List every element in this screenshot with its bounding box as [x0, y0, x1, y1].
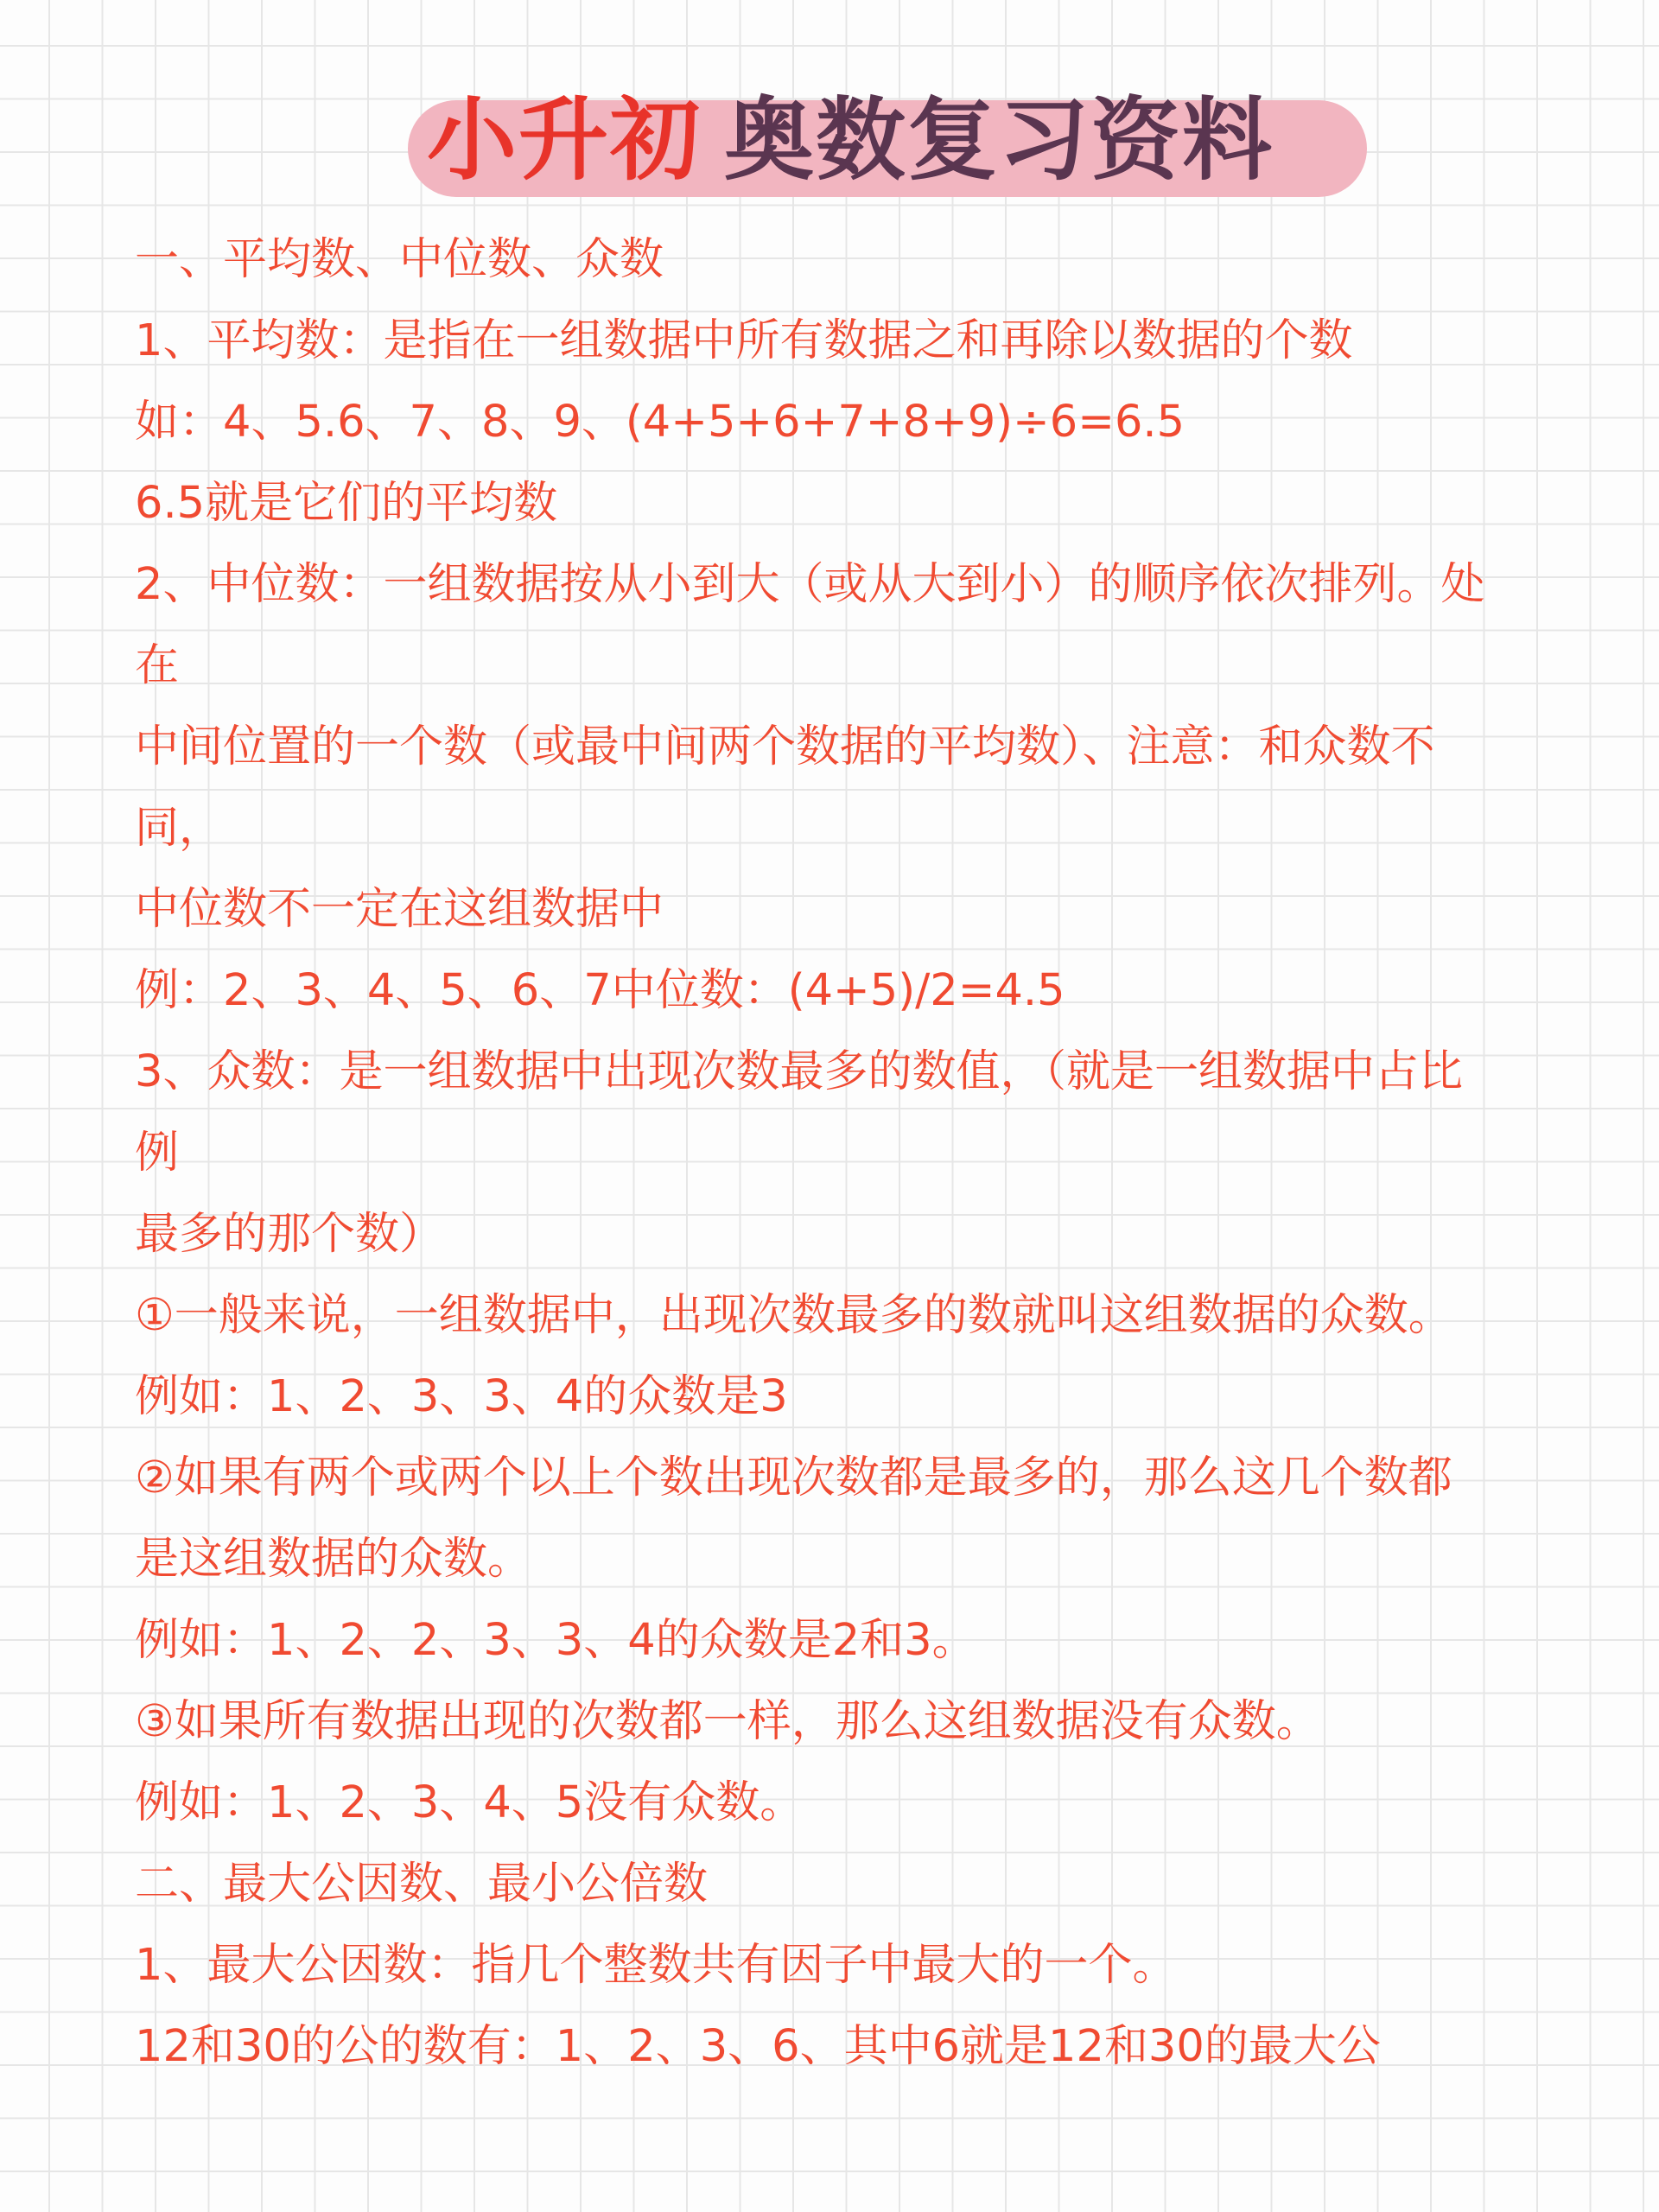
text-line: 例 [135, 1128, 180, 1179]
text-line: 例如：1、2、3、4、5没有众数。 [135, 1777, 804, 1828]
notes-body [135, 219, 1552, 2088]
title-part-2: 奥数复习资料 [724, 87, 1274, 193]
text-line: 同， [135, 803, 224, 854]
text-line: 如：4、5.6、7、8、9、(4+5+6+7+8+9)÷6=6.5 [135, 397, 1185, 448]
text-line: 例如：1、2、3、3、4的众数是3 [135, 1371, 788, 1422]
section-heading-2: 二、最大公因数、最小公倍数 [135, 1859, 709, 1910]
text-line: 1、平均数：是指在一组数据中所有数据之和再除以数据的个数 [135, 315, 1353, 366]
text-line: 例如：1、2、2、3、3、4的众数是2和3。 [135, 1615, 976, 1666]
section-heading-1: 一、平均数、中位数、众数 [135, 234, 664, 285]
text-line: 中间位置的一个数（或最中间两个数据的平均数）、注意：和众数不 [135, 721, 1435, 772]
title-part-1: 小升初 [427, 87, 702, 193]
text-line: 是这组数据的众数。 [135, 1534, 532, 1585]
text-line: 1、最大公因数：指几个整数共有因子中最大的一个。 [135, 1940, 1177, 1991]
text-line: ②如果有两个或两个以上个数出现次数都是最多的，那么这几个数都 [135, 1452, 1452, 1503]
text-line: ①一般来说，一组数据中，出现次数最多的数就叫这组数据的众数。 [135, 1290, 1452, 1341]
text-line: 3、众数：是一组数据中出现次数最多的数值，（就是一组数据中占比 [135, 1046, 1463, 1097]
text-line: 在 [135, 640, 180, 691]
text-line: 6.5就是它们的平均数 [135, 478, 558, 529]
text-line: 中位数不一定在这组数据中 [135, 884, 664, 935]
text-line: 例：2、3、4、5、6、7中位数：(4+5)/2=4.5 [135, 965, 1065, 1016]
text-line: 2、中位数：一组数据按从小到大（或从大到小）的顺序依次排列。处 [135, 559, 1485, 610]
text-line: 12和30的公的数有：1、2、3、6、其中6就是12和30的最大公 [135, 2021, 1381, 2072]
page-title [427, 79, 1360, 200]
text-line: 最多的那个数） [135, 1209, 444, 1260]
title-block [408, 79, 1367, 200]
text-line: ③如果所有数据出现的次数都一样，那么这组数据没有众数。 [135, 1696, 1320, 1747]
